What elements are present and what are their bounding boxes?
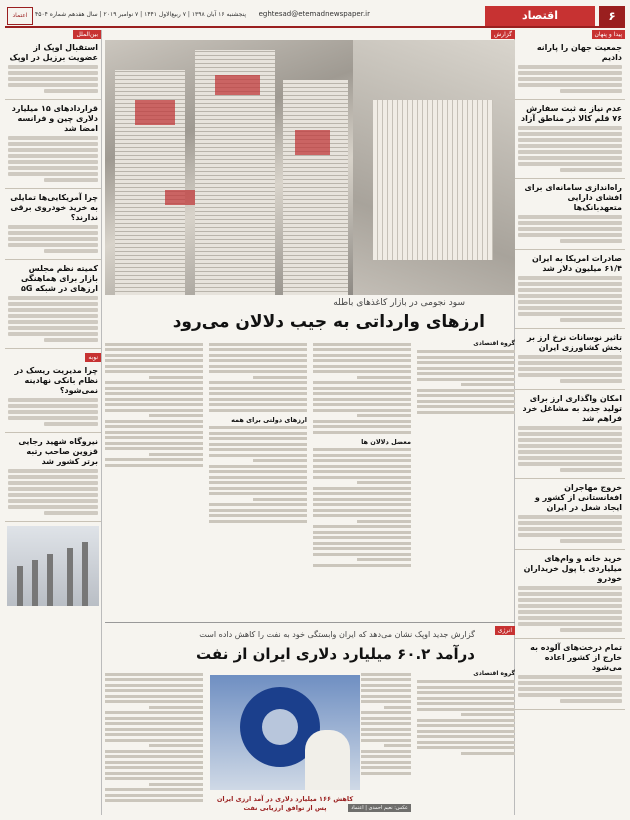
- article-body-text: [209, 343, 307, 412]
- pull-quote: کاهش ۱۶۶ میلیارد دلاری در آمد ارزی ایران پس از توافق ارزیابی نفت: [216, 795, 354, 812]
- news-item[interactable]: [518, 483, 622, 543]
- news-item-title: استقبال اوپک از عضویت برزیل در اوپک: [9, 43, 98, 62]
- article-body-text: [417, 680, 515, 755]
- main-story-subhead: معضل دلالان ها: [361, 437, 411, 446]
- news-item[interactable]: [518, 643, 622, 703]
- news-item[interactable]: [518, 104, 622, 172]
- news-item-title: راه‌اندازی سامانه‌ای برای افشای دارایی متعهدبانک‌ها: [524, 183, 622, 212]
- article-body-text: [417, 350, 515, 414]
- main-story-text-column: [313, 340, 411, 610]
- energy-tag: انرژی: [495, 626, 515, 635]
- news-item-title: خروج مهاجران افغانستانی از کشور و ایجاد شغل در ایران: [534, 483, 622, 512]
- news-item-title: صادرات امریکا به ایران ۶۱/۴ میلیون دلار شد: [531, 254, 622, 273]
- second-story-kicker: گزارش جدید اوپک نشان می‌دهد که ایران وابستگی خود به نفت را کاهش داده است: [199, 630, 475, 639]
- news-item-title: تمام درخت‌های آلوده به خارج از کشور اعاده می‌شود: [530, 643, 622, 672]
- left-column-tag: بین‌الملل: [73, 30, 101, 39]
- news-item[interactable]: [518, 333, 622, 383]
- second-story-byline: گروه اقتصادی: [473, 670, 515, 677]
- news-item-title: خرید خانه و وام‌های میلیاردی با پول خریداران خودرو: [523, 554, 622, 583]
- news-item[interactable]: [518, 394, 622, 472]
- news-item-title: جمعیت جهان را پارانه دادیم: [536, 43, 622, 62]
- news-item-title: تاثیر نوسانات نرخ ارز بر بخش کشاورزی ایران: [526, 333, 622, 352]
- news-item[interactable]: [518, 43, 622, 93]
- news-item[interactable]: [8, 437, 98, 515]
- dateline: پنجشنبه ۱۶ آبان ۱۳۹۸ | ۷ ربیع‌الاول ۱۴۴۱ | ۷ نوامبر ۲۰۱۹ | سال هفدهم شماره ۴۵۰۴: [35, 11, 246, 18]
- left-column-tag-2: نوبه: [85, 353, 101, 362]
- article-body-text: [209, 426, 307, 523]
- person-figure: [305, 730, 350, 790]
- main-story-text-column: [417, 340, 515, 610]
- newspaper-stacks-photo: [105, 40, 353, 295]
- website-address[interactable]: eghtesad@etemadnewspaper.ir: [258, 10, 370, 18]
- news-item[interactable]: [8, 193, 98, 253]
- main-story-headline[interactable]: ارزهای وارداتی به جیب دلالان می‌رود: [172, 312, 485, 332]
- page-number: ۶: [599, 6, 625, 26]
- article-body-text: [105, 673, 203, 803]
- news-item-title: عدم نیاز به ثبت سفارش ۷۶ قلم کالا در مناطق آزاد: [521, 104, 622, 123]
- right-column-tag: پیدا و پنهان: [592, 30, 626, 39]
- news-item[interactable]: [518, 183, 622, 243]
- news-item-title: چرا آمریکایی‌ها تمایلی به خرید خودروی برقی ندارند؟: [10, 193, 98, 222]
- section-title: اقتصاد: [485, 6, 595, 26]
- newspaper-logo: اعتماد: [7, 7, 33, 25]
- news-item-title: قراردادهای ۱۵ میلیارد دلاری چین و فرانسه امضا شد: [11, 104, 98, 133]
- article-body-text: [105, 343, 203, 467]
- news-item[interactable]: [8, 264, 98, 342]
- right-news-column: [514, 30, 625, 815]
- story-divider: [105, 622, 515, 623]
- news-item[interactable]: [8, 104, 98, 182]
- page-header: [5, 6, 625, 28]
- power-plant-photo: [7, 526, 99, 606]
- news-item[interactable]: [518, 554, 622, 632]
- second-story-text-column: [105, 670, 203, 810]
- article-body-text: [313, 343, 411, 434]
- main-story-kicker: سود نجومی در بازار کاغذهای باطله: [333, 298, 465, 308]
- news-item[interactable]: [518, 254, 622, 322]
- left-news-column: [5, 30, 102, 815]
- news-item-title: کمیته نظم مجلس بازار برای هماهنگی ارزهای در شبکه ۵G: [20, 264, 98, 293]
- news-item[interactable]: [8, 366, 98, 426]
- photo-credit: عکس: نعیم احمدی | اعتماد: [348, 804, 411, 812]
- newspaper-bundles-photo: [353, 40, 515, 295]
- news-item-title: چرا مدیریت ریسک در نظام بانکی نهادینه نمی‌شود؟: [14, 366, 98, 395]
- second-story-headline[interactable]: درآمد ۶۰.۲ میلیارد دلاری ایران از نفت: [196, 645, 475, 663]
- second-story-text-column: [417, 670, 515, 810]
- main-story-text-column: [105, 340, 203, 610]
- report-tag: گزارش: [491, 30, 515, 39]
- news-item-title: نیروگاه شهید رجایی قزوین صاحب رتبه برتر کشور شد: [18, 437, 98, 466]
- opec-logo-photo: [210, 675, 360, 790]
- article-body-text: [313, 448, 411, 567]
- main-story-text-column: [209, 340, 307, 610]
- main-story-subhead: ارزهای دولتی برای همه: [231, 415, 307, 424]
- news-item-title: امکان واگذاری ارز برای تولید جدید به مشاغل خرد فراهم شد: [522, 394, 622, 423]
- main-content: [105, 30, 515, 815]
- article-body-text: [361, 673, 411, 775]
- news-item[interactable]: [8, 43, 98, 93]
- main-story-byline: گروه اقتصادی: [473, 340, 515, 347]
- second-story-text-column: [361, 670, 411, 810]
